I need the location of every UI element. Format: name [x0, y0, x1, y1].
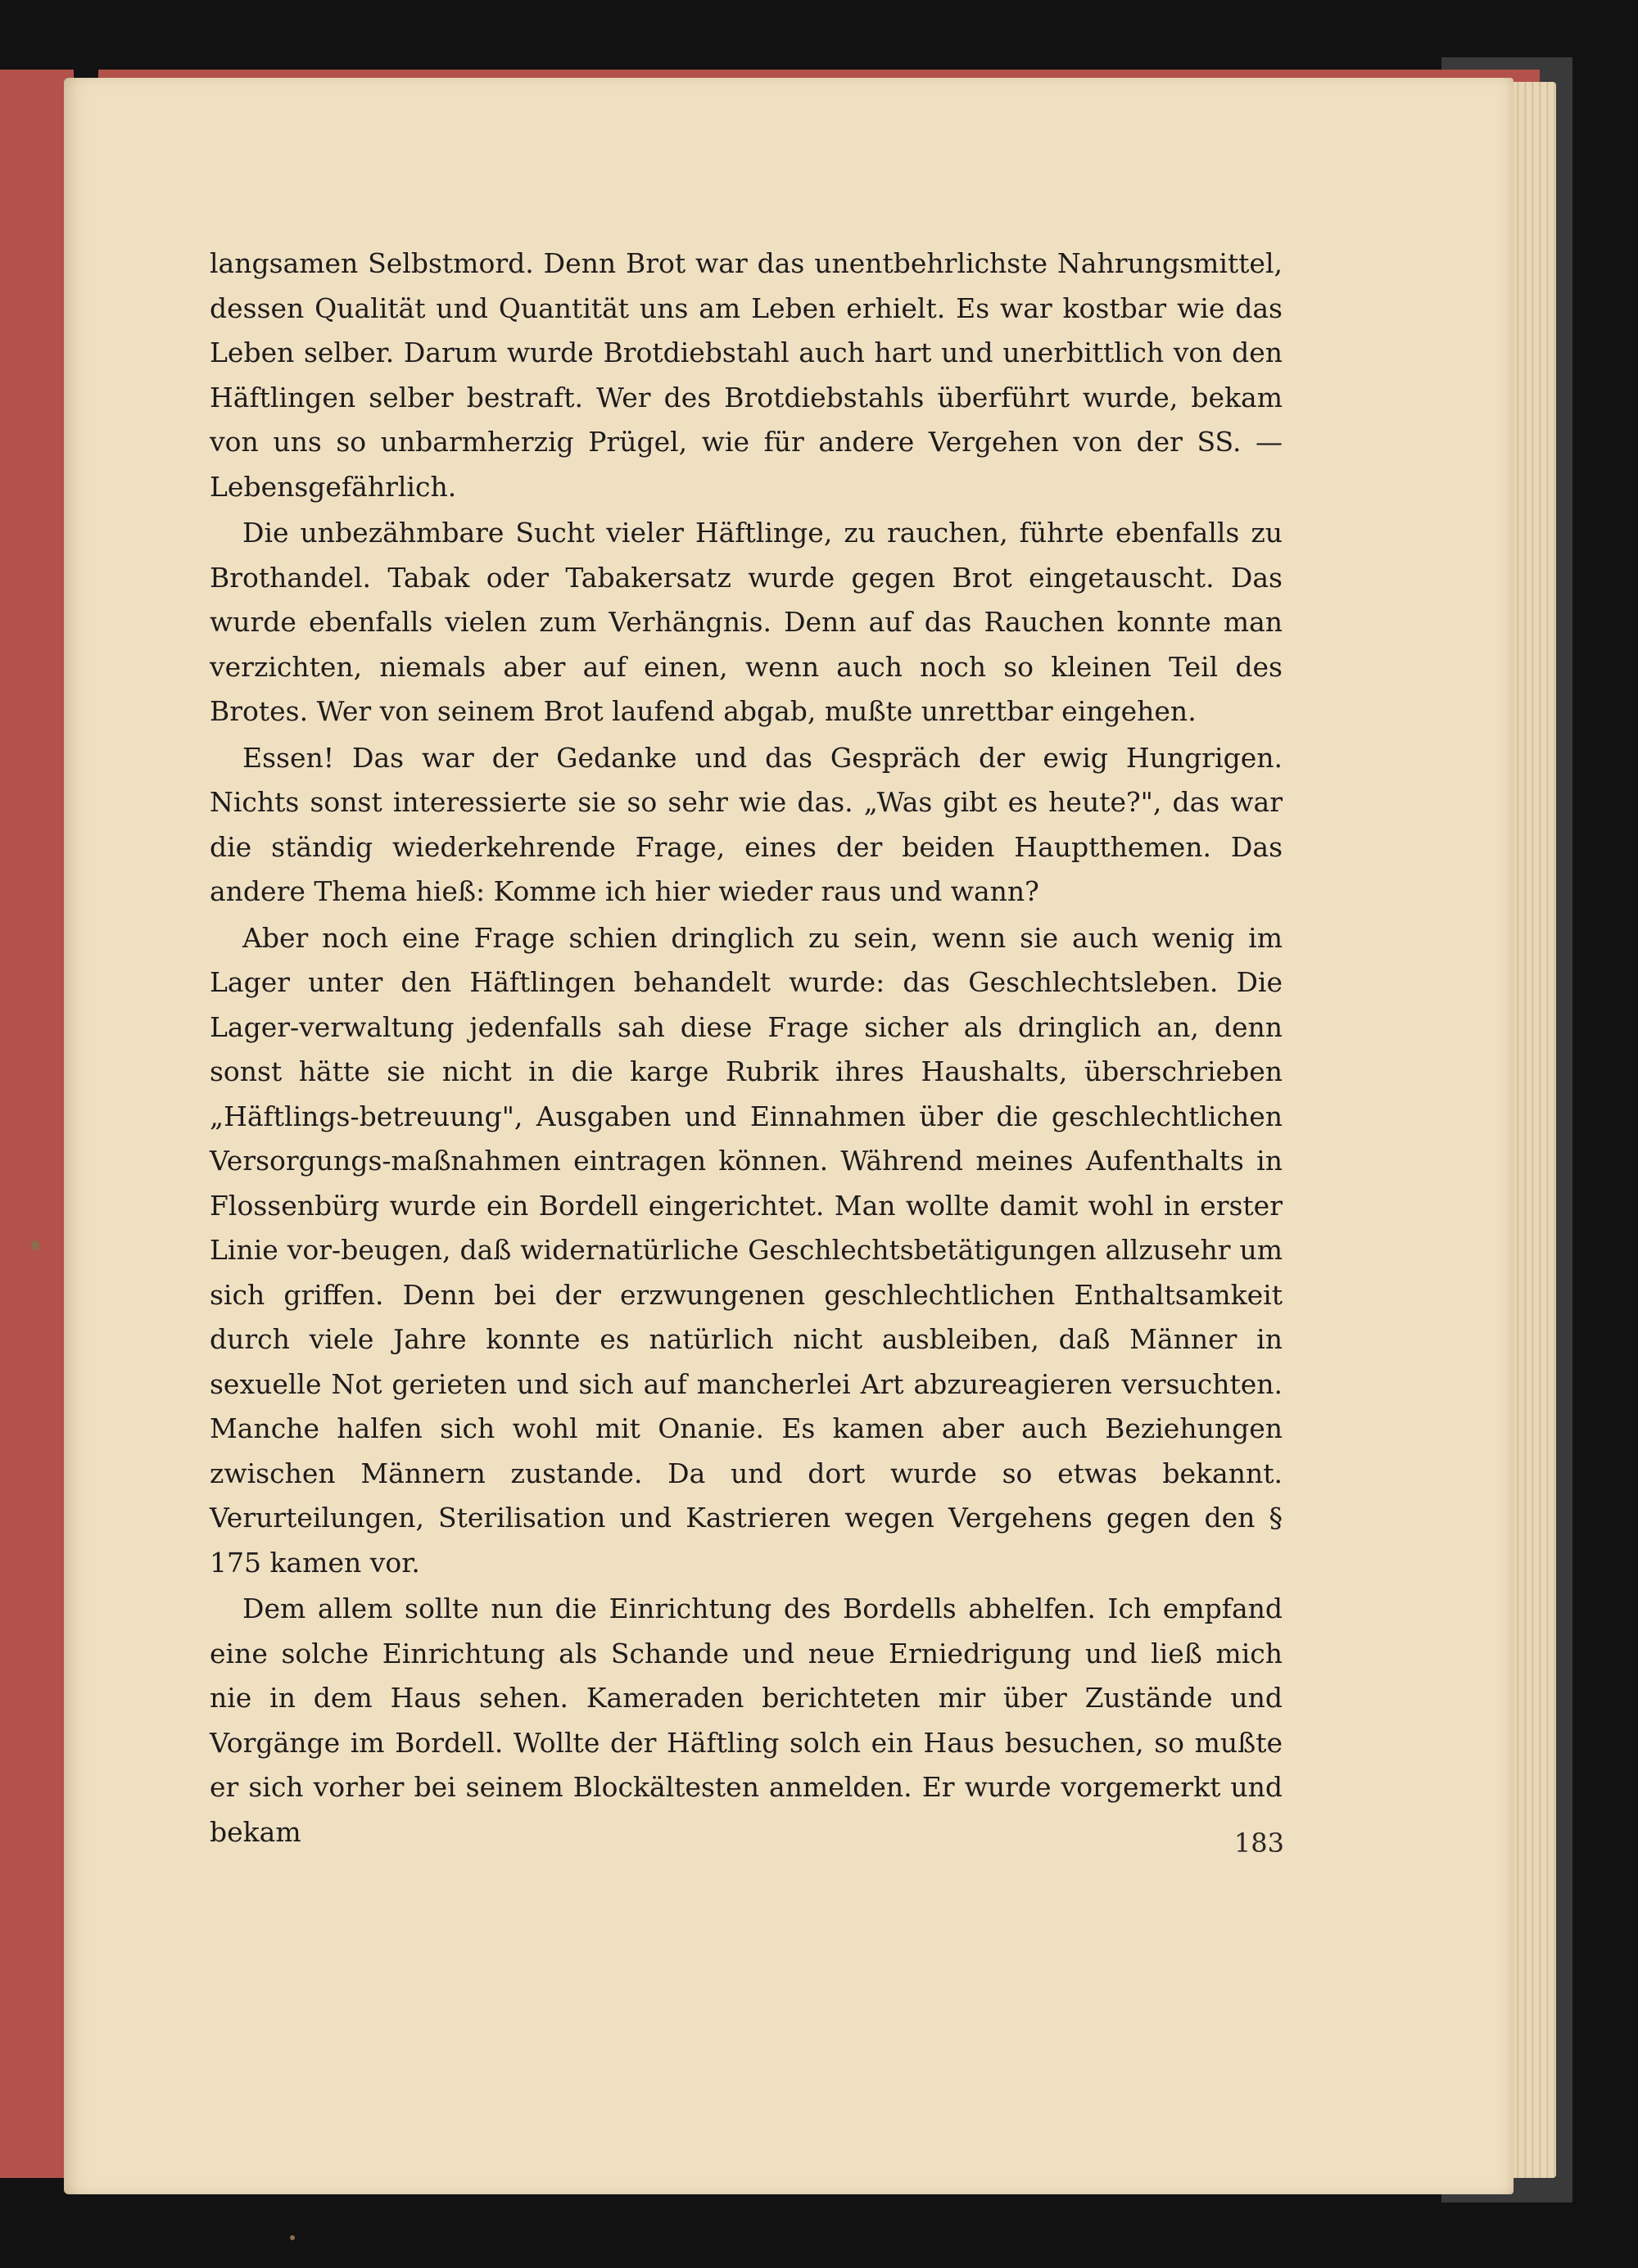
paragraph-1: langsamen Selbstmord. Denn Brot war das unentbehrlichste Nahrungsmittel, dessen Qualität und Quantität uns am Leben erhielt. Es war kostbar wie das Leben selber. Darum wurde Brotdiebstahl auch hart und unerbittlich von den Häftlingen selber bestraft. Wer des Brotdiebstahls überführt wurde, bekam von uns so unbarmherzig Prügel, wie für andere Vergehen von der SS. — Lebensgefährlich. [210, 247, 1283, 503]
paper-spot [290, 2235, 295, 2240]
paper-spot [31, 1240, 39, 1250]
body-text [210, 242, 1283, 1856]
paragraph-4: Aber noch eine Frage schien dringlich zu sein, wenn sie auch wenig im Lager unter den Häftlingen behandelt wurde: das Geschlechtsleben. Die Lager-verwaltung jedenfalls sah diese Frage sicher als dringlich an, denn sonst hätte sie nicht in die karge Rubrik ihres Haushalts, überschrieben „Häftlings-betreuung", Ausgaben und Einnahmen über die geschlechtlichen Versorgungs-maßnahmen eintragen können. Während meines Aufenthalts in Flossenbürg wurde ein Bordell eingerichtet. Man wollte damit wohl in erster Linie vor-beugen, daß widernatürliche Geschlechtsbetätigungen allzusehr um sich griffen. Denn bei der erzwungenen geschlechtlichen Enthaltsamkeit durch viele Jahre konnte es natürlich nicht ausbleiben, daß Männer in sexuelle Not gerieten und sich auf mancherlei Art abzureagieren versuchten. Manche halfen sich wohl mit Onanie. Es kamen aber auch Beziehungen zwischen Männern zustande. Da und dort wurde so etwas bekannt. Verurteilungen, Sterilisation und Kastrieren wegen Vergehens gegen den § 175 kamen vor. [210, 921, 1283, 1579]
book-cover-edge-left [0, 70, 74, 2178]
paragraph-3: Essen! Das war der Gedanke und das Gespräch der ewig Hungrigen. Nichts sonst interessierte sie so sehr wie das. „Was gibt es heute?", das war die ständig wiederkehrende Frage, eines der beiden Hauptthemen. Das andere Thema hieß: Komme ich hier wieder raus und wann? [210, 741, 1283, 907]
paragraph-5: Dem allem sollte nun die Einrichtung des Bordells abhelfen. Ich empfand eine solche Einrichtung als Schande und neue Erniedrigung und ließ mich nie in dem Haus sehen. Kameraden berichteten mir über Zustände und Vorgänge im Bordell. Wollte der Häftling solch ein Haus besuchen, so mußte er sich vorher bei seinem Blockältesten anmelden. Er wurde vorgemerkt und bekam [210, 1593, 1283, 1848]
page-number: 183 [1233, 1828, 1284, 1859]
paragraph-2: Die unbezähmbare Sucht vieler Häftlinge, zu rauchen, führte ebenfalls zu Brothandel. Tabak oder Tabakersatz wurde gegen Brot eingetauscht. Das wurde ebenfalls vielen zum Verhängnis. Denn auf das Rauchen konnte man verzichten, niemals aber auf einen, wenn auch noch so kleinen Teil des Brotes. Wer von seinem Brot laufend abgab, mußte unrettbar eingehen. [210, 517, 1283, 727]
